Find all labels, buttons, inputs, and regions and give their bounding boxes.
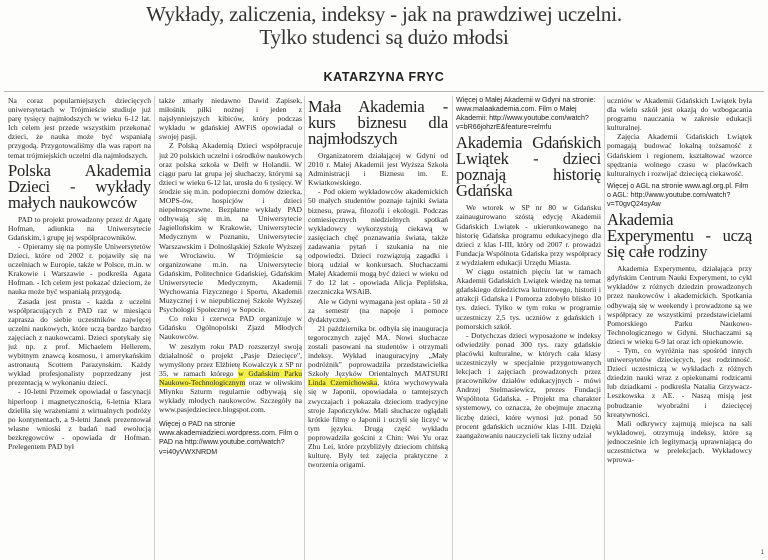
text-span: , która wychowywała się w Japonii, opowiadała o tamtejszych zwyczajach i pokazała dzieciom tradycyjne stroje Japończyków. Mali słuchacze oglądali krótkie filmy o Japonii i uczyli się liczyć w tym języku. Drugą część wykładu poprowadziła gościni z Chin: Wei Yu oraz Zhu Lei, które przybliżyły dzieciom chińską kulturę. Były też zajęcia praktyczne z tworzenia origami. <box>308 378 448 470</box>
paragraph: - Opieramy się na pomyśle Uniwersytetów Dzieci, które od 2002 r. pojawiły się na uczelniach w Europie, także w Polsce, m.in. w Krakowie i Warszawie - podkreśla Agata Hofman. - Ich celem jest pokazać dzieciom, że nauka może być wspaniałą przygodą. <box>8 241 151 297</box>
paragraph <box>308 324 448 470</box>
page-number: 1 <box>760 550 764 556</box>
paragraph: Akademia Experymentu, działająca przy gdyńskim Centrum Nauki Experyment, to cykl wykładów z różnych dziedzin prowadzonych przez naukowców i akademickich. Spotkania odbywają się w weekendy i prowadzone są we współpracy ze wszystkimi przedstawicielami Pomorskiego Parku Naukowo-Technologicznego w Gdyni. Słuchaczami są dzieci w wieku 6-9 lat oraz ich opiekunowie. <box>607 264 752 346</box>
text-span: W zeszłym roku PAD rozszerzył swoją działalność o projekt „Pasje Dziecięce", wymyślony przez Elżbietę Kowalczyk z SP nr 35, w ramach którego <box>159 341 302 378</box>
column-divider <box>304 96 305 560</box>
info-links: Więcej o PAD na stronie www.akademiadzieci.wordpress.com. Film o PAD na http://www.youtube.com/watch?v=i40yVWXNRDM <box>159 420 299 456</box>
section-heading-pad: Polska Akademia Dzieci - wykłady małych naukowców <box>8 160 151 212</box>
headline-line-2: Tylko studenci są dużo młodsi <box>259 25 509 49</box>
article-columns <box>0 96 768 560</box>
article-lead: Na coraz popularniejszych dziecięcych uniwersytetach w Trójmieście studiuje już parę tysięcy najmłodszych w wieku 6-12 lat. Ich celem jest przede wszystkim przekonać dzieci, że nauka może być wspaniałą przygodą. Przygotowaliśmy dla was raport na temat trójmiejskich uczelni dla najmłodszych. <box>8 96 151 160</box>
section-heading-lwiatek: Akademia Gdańskich Lwiątek - dzieci poznają historię Gdańska <box>456 133 601 201</box>
section-heading-mala-akademia: Mała Akademia - kurs biznesu dla najmłodszych <box>308 97 448 148</box>
info-links: Więcej o AGL na stronie www.agl.org.pl. Film o AGL: http://www.youtube.com/watch?v=T0gvQ24syAw <box>607 181 749 209</box>
paragraph: - Tym, co wyróżnia nas spośród innych uniwersytetów dziecięcych, jest rodzinność. Dzieci uczestniczą w wykładach z różnych dziedzin nauki wraz z opiekunami rodzicami lub dziadkami - podkreśla Natalia Grzywacz-Leszkowska z AE. - Naszą misją jest pobudzanie wyobraźni i dziecięcej kreatywności. <box>607 345 752 419</box>
paragraph: Z Polską Akademią Dzieci współpracuje już 20 polskich uczelni i ośrodków naukowych oraz polska szkoła w Delft w Holandii. W ciągu paru lat grupa jej słuchaczy, którymi są dzieci w wieku 6-12 lat, urosła do 6 tysięcy. W środzie się m.in. podopieczni domów dziecka, MOPS-ów, hospicjów i dzieci niepełnosprawne. Bezpłatne wykłady PAD odbywają się m.in. na Uniwersytecie Jagiellońskim w Krakowie, Uniwersytecie Medycznym w Poznaniu, Uniwersytecie Warszawskim i Dolnośląskiej Szkole Wyższej we Wrocławiu. W Trójmieście są organizowane m.in. na Uniwersytecie Gdańskim, Politechnice Gdańskiej, Gdańskim Uniwersytecie Medycznym, Akademii Wychowania Fizycznego i Sportu, Akademii Muzycznej i w niepublicznej Szkole Wyższej Psychologii Społecznej w Sopocie. <box>159 141 302 315</box>
text-span: 21 października br. odbyła się inauguracja tegorocznych zajęć MA. Nowi słuchacze zostali pasowani na studentów i otrzymali indeksy. Wykład inauguracyjny „Mały podróżnik" poprowadziła przedstawicielka Szkoły Języków Orientalnych MATSURI <box>308 323 448 379</box>
column-divider <box>604 96 605 560</box>
paragraph: - Pod okiem wykładowców akademickich 50 małych studentów poznaje tajniki świata biznesu, prawa, filozofii i ekologii. Podczas comiesięcznych niedzielnych spotkań wykładowcy wykorzystują ciekawą w zasięciach chęć poznawania świata, także zadawania pytań i szukania na nie odpowiedzi. Dzieci rozwiązują zagadki i biorą udział w konkursach. Słuchaczami Małej Akademii mogą być dzieci w wieku od 7 do 12 lat - opowiada Alicja Peplińska, rzeczniczka WSAiB. <box>308 187 448 297</box>
paragraph: W ciągu ostatnich pięciu lat w ramach Akademii Gdańskich Lwiątek wiedzę na temat gdańskiego dziedzictwa kulturowego, historii i atrakcji Gdańska i Pomorza zdobyło blisko 10 tys. dzieci. Tylko w tym roku w programie uczestniczy 2,5 tys. uczniów z gdańskich i pomorskich szkół. <box>456 267 601 331</box>
column-4 <box>456 96 601 560</box>
highlighted-text: w Gdańskim Parku Naukowo-Technologicznym <box>159 368 302 387</box>
column-3 <box>308 96 448 560</box>
info-links: Więcej o Małej Akademii w Gdyni na stronie: www.malaakademia.com. Film o Małej Akademii: http://www.youtube.com/watch?v=bR66johzrE&feature=relmfu <box>456 96 596 132</box>
column-divider <box>452 96 453 560</box>
paragraph: Mali odkrywcy zajmują miejsca na sali wykładowej, otrzymują indeksy, które są jednocześnie ich legitymacją uprawniającą do uczestnictwa w prelekcjach. Wykładowcy wprowa- <box>607 418 752 465</box>
text-span: oraz w oliwskim Młynku Szturm regularnie odbywają się wykłady młodych naukowców. Szczegóły na www.pasjedzieciece.blogspot.com. <box>159 377 302 415</box>
paragraph <box>159 342 302 415</box>
column-1 <box>8 96 151 560</box>
paragraph: Zajęcia Akademii Gdańskich Lwiątek pomagają budować lokalną tożsamość z Gdańskiem i regionem, kształtować wzorce spędzania wolnego czasu w placówkach kulturalnych i rozwijać dziecięcą ciekawość. <box>607 132 752 178</box>
header-rule <box>4 91 764 92</box>
article-byline: KATARZYNA FRYC <box>323 70 445 84</box>
column-divider <box>154 96 155 560</box>
paragraph: Ale w Gdyni wymagana jest opłata - 50 zł za semestr (na napoje i pomoce dydaktyczne). <box>308 296 448 324</box>
highlighted-text: Linda Czernichowska <box>308 378 378 388</box>
paragraph: Organizatorem działającej w Gdyni od 2010 r. Małej Akademii jest Wyższa Szkoła Administracji i Biznesu im. E. Kwiatkowskiego. <box>308 151 448 188</box>
headline-line-1: Wykłady, zaliczenia, indeksy - jak na prawdziwej uczelni. <box>146 2 622 26</box>
paragraph: PAD to projekt prowadzony przez dr Agatę Hofman, adiunkta na Uniwersytecie Gdańskim, i grupę jej współpracowników. <box>8 214 151 242</box>
paragraph: Co roku i czerwca PAD organizuje w Gdańsku Ogólnopolski Zjazd Młodych Naukowców. <box>159 314 302 342</box>
article-headline <box>0 3 768 49</box>
column-2 <box>159 96 302 560</box>
paragraph: - 10-letni Przemek opowiadał o fascynacji hiperloop i magnetycznością, 6-letnia Klara dzieliła się wrażeniami z wirtualnych podróży po kontynentach, a 9-letni Janek prezentował własne wnioski z badań nad ewolucją bezkręgowców - opowiada dr Hofman. Prelegentem PAD był <box>8 387 151 451</box>
paragraph: także zmarły niedawno Dawid Zapisek, miłośnik piłki nożnej i jeden z najsłynniejszych kibiców, który podczas wykładu w gdańskiej AWFiS opowiadał o swojej pasji. <box>159 96 302 142</box>
paragraph: Zasada jest prosta - każda z uczelni współpracujących z PAD raz w miesiącu zaprasza do siebie uczestników najwięcej uczelni naukowych, które uczą bardzo bardzo zajęciach z naukowcami. Dzieci spotykały się już np. z prof. Michaelem Hellerem, wybitnym znawcą kosmosu, i amerykańskim astronautą Scottem Parazynskim. Każdy wykład profesjonalisty poprzedzany jest prezentacją w wykonaniu dzieci. <box>8 296 151 388</box>
paragraph: uczniów w Akademii Gdańskich Lwiątek była dla wielu szkół jest okazją do wzbogacania programu nauczania w zakresie edukacji kulturalnej. <box>607 96 752 133</box>
paragraph: - Dotychczas dzieci wyposażone w indeksy odwiedziły ponad 300 tys. razy gdańskie placówki kulturalne, w których cała klasy uczestniczyły w specjalnie przygotowanych lekcjach i zajęciach prowadzonych przez pracowników działów edukacyjnych - mówi Andrzej Stelmasiewicz, prezes Fundacji Wspólnota Gdańska. - Projekt ma charakter systemowy, co oznacza, że obejmuje znaczną liczbę dzieci, które wynosi już ponad 50 procent gdańskich uczniów klas I-III. Dzięki zaangażowaniu nauczycieli tak liczny udział <box>456 330 601 440</box>
column-5 <box>607 96 752 560</box>
section-heading-experyment: Akademia Experymentu - uczą się całe rodziny <box>607 210 752 262</box>
paragraph: We wtorek w SP nr 80 w Gdańsku zainaugurowano szóstą edycję Akademii Gdańskich Lwiątek - ukierunkowanego na historię Gdańska programu edukacyjnego dla dzieci z klas I-III, który od 2007 r. prowadzi Fundacja Wspólnota Gdańska przy współpracy z wydziałem edukacji Urzędu Miasta. <box>456 203 601 267</box>
